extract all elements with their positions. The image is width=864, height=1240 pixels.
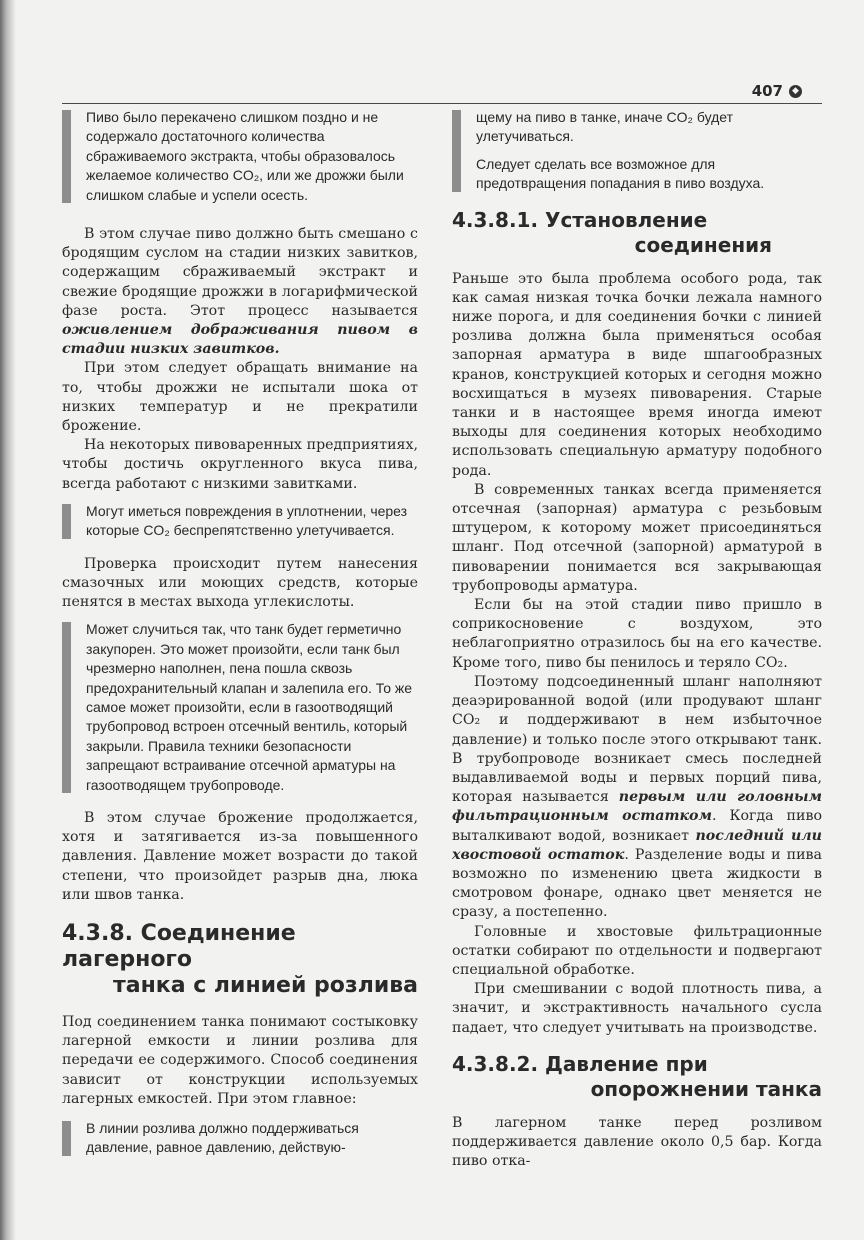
note-block (62, 502, 418, 541)
page-edge-shadow (0, 0, 16, 1240)
note-block (62, 1119, 418, 1158)
note-text: щему на пиво в танке, иначе CO₂ будет улетучиваться. (476, 109, 734, 145)
subsection-title-line1: Установление (545, 207, 708, 232)
left-column (62, 104, 418, 1164)
section-heading (62, 921, 418, 999)
subsection-title-line2: соединения (634, 232, 772, 257)
term-emphasis: первым или головным фильтрационным остатком (452, 789, 822, 825)
paragraph: При этом следует обращать внимание на то, чтобы дрожжи не испытали шока от низких температур и не прекратили брожение. (62, 360, 418, 435)
paragraph: Под соединением танка понимают состыковку лагерной емкости и линии розлива для передачи ее содержимого. Способ соединения зависит от конструкции используемых лагерных емкостей. При этом главное: (62, 1013, 418, 1107)
paragraph: При смешивании с водой плотность пива, а значит, и экстрактивность начального сусла падает, что следует учитывать на производстве. (452, 981, 822, 1036)
page-number (752, 82, 802, 100)
paragraph: В современных танках всегда применяется отсечная (запорная) арматура с резьбовым штуцером, к которому может присоединяться шланг. Под отсечной (запорной) арматурой в пивоварении понимается вся закрывающая трубопроводы арматура. (452, 481, 822, 594)
term-emphasis: последний или хвостовой остаток (452, 827, 822, 863)
paragraph: Если бы на этой стадии пиво пришло в соприкосновение с воздухом, это неблагоприятно отразилось бы на его качестве. Кроме того, пиво бы пенилось и теряло CO₂. (452, 597, 822, 671)
paragraph: Проверка происходит путем нанесения смазочных или моющих средств, которые пенятся в местах выхода углекислоты. (62, 555, 418, 611)
paragraph: В этом случае брожение продолжается, хотя и затягивается из-за повышенного давления. Давление может возрасти до такой степени, что произойдет разрыв дна, люка или швов танка. (62, 809, 418, 903)
text-span: . Разделение воды и пива возможно по изменению цвета жидкости в смотровом фонаре, однако цвет меняется не сразу, а постепенно. (452, 846, 822, 921)
note-block (452, 108, 822, 194)
paragraph: На некоторых пивоваренных предприятиях, чтобы достичь округленного вкуса пива, всегда работают с низкими завитками. (62, 437, 418, 492)
note-block (62, 620, 418, 795)
note-text: Пиво было перекачено слишком поздно и не содержало достаточного количества сбраживаемого экстракта, чтобы образовалось желаемое количество CO₂, или же дрожжи были слишком слабые и успели осесть. (86, 109, 404, 203)
paragraph (452, 673, 822, 923)
note-text: В линии розлива должно поддерживаться давление, равное давлению, действую- (86, 1119, 359, 1156)
subsection-number: 4.3.8.2. (452, 1051, 539, 1076)
subsection-heading (452, 1052, 822, 1102)
text-span: Поэтому подсоединенный шланг наполняют деаэрированной водой (или продувают шланг CO₂ и поддерживают в нем избыточное давление) и только после этого открывают танк. В трубопроводе возникает смесь последней выдавливаемой воды и первых порций пива, которая называется (452, 673, 822, 806)
note-block (62, 108, 418, 205)
page-number-text: 407 (751, 82, 783, 100)
text-span: В этом случае пиво должно быть смешано с бродящим суслом на стадии низких завитков, содержащим сбраживаемый экстракт и свежие бродящие дрожжи в логарифмической фазе роста. Этот процесс называется (62, 226, 418, 319)
section-title-line1: Соединение лагерного (62, 920, 296, 972)
subsection-title-line1: Давление при (545, 1051, 708, 1076)
note-text: Может случиться так, что танк будет герметично закупорен. Это может произойти, если танк был чрезмерно наполнен, пена пошла сквозь предохранительный клапан и залепила его. То же самое может произойти, если в газоотводящий трубопровод встроен отсечный вентиль, который закрыли. Правила техники безопасности запрещают встраивание отсечной арматуры на газоотводящем трубопроводе. (86, 621, 413, 793)
text-span: . Когда пиво выталкивают водой, возникает (452, 808, 822, 844)
subsection-title-line2: опорожнении танка (590, 1076, 822, 1101)
paragraph: Головные и хвостовые фильтрационные остатки собирают по отдельности и подвергают специальной обработке. (452, 923, 822, 978)
note-text: Следует сделать все возможное для предотвращения попадания в пиво воздуха. (476, 155, 765, 192)
term-emphasis: оживлением дображивания пивом в стадии низких завитков. (62, 322, 418, 358)
section-number: 4.3.8. (62, 920, 133, 946)
subsection-number: 4.3.8.1. (452, 207, 539, 232)
right-column (452, 104, 822, 1171)
subsection-heading (452, 208, 822, 258)
chapter-marker-icon: ◆ (789, 85, 802, 98)
paragraph: В лагерном танке перед розливом поддерживается давление около 0,5 бар. Когда пиво отка- (452, 1114, 822, 1170)
section-title-line2: танка с линией розлива (112, 972, 418, 998)
paragraph: Раньше это была проблема особого рода, так как самая низкая точка бочки лежала намного ниже порога, и для соединения бочки с линией розлива должна была применяться особая запорная арматура в виде шпагообразных кранов, конструкцией которых и сегодня можно восхищаться в музеях пивоварения. Старые танки и в настоящее время иногда имеют выходы для соединения которых необходимо использовать специальную арматуру подобного рода. (452, 270, 822, 479)
note-text: Могут иметься повреждения в уплотнении, через которые CO₂ беспрепятственно улетучивается. (86, 502, 408, 539)
paragraph (62, 225, 418, 359)
